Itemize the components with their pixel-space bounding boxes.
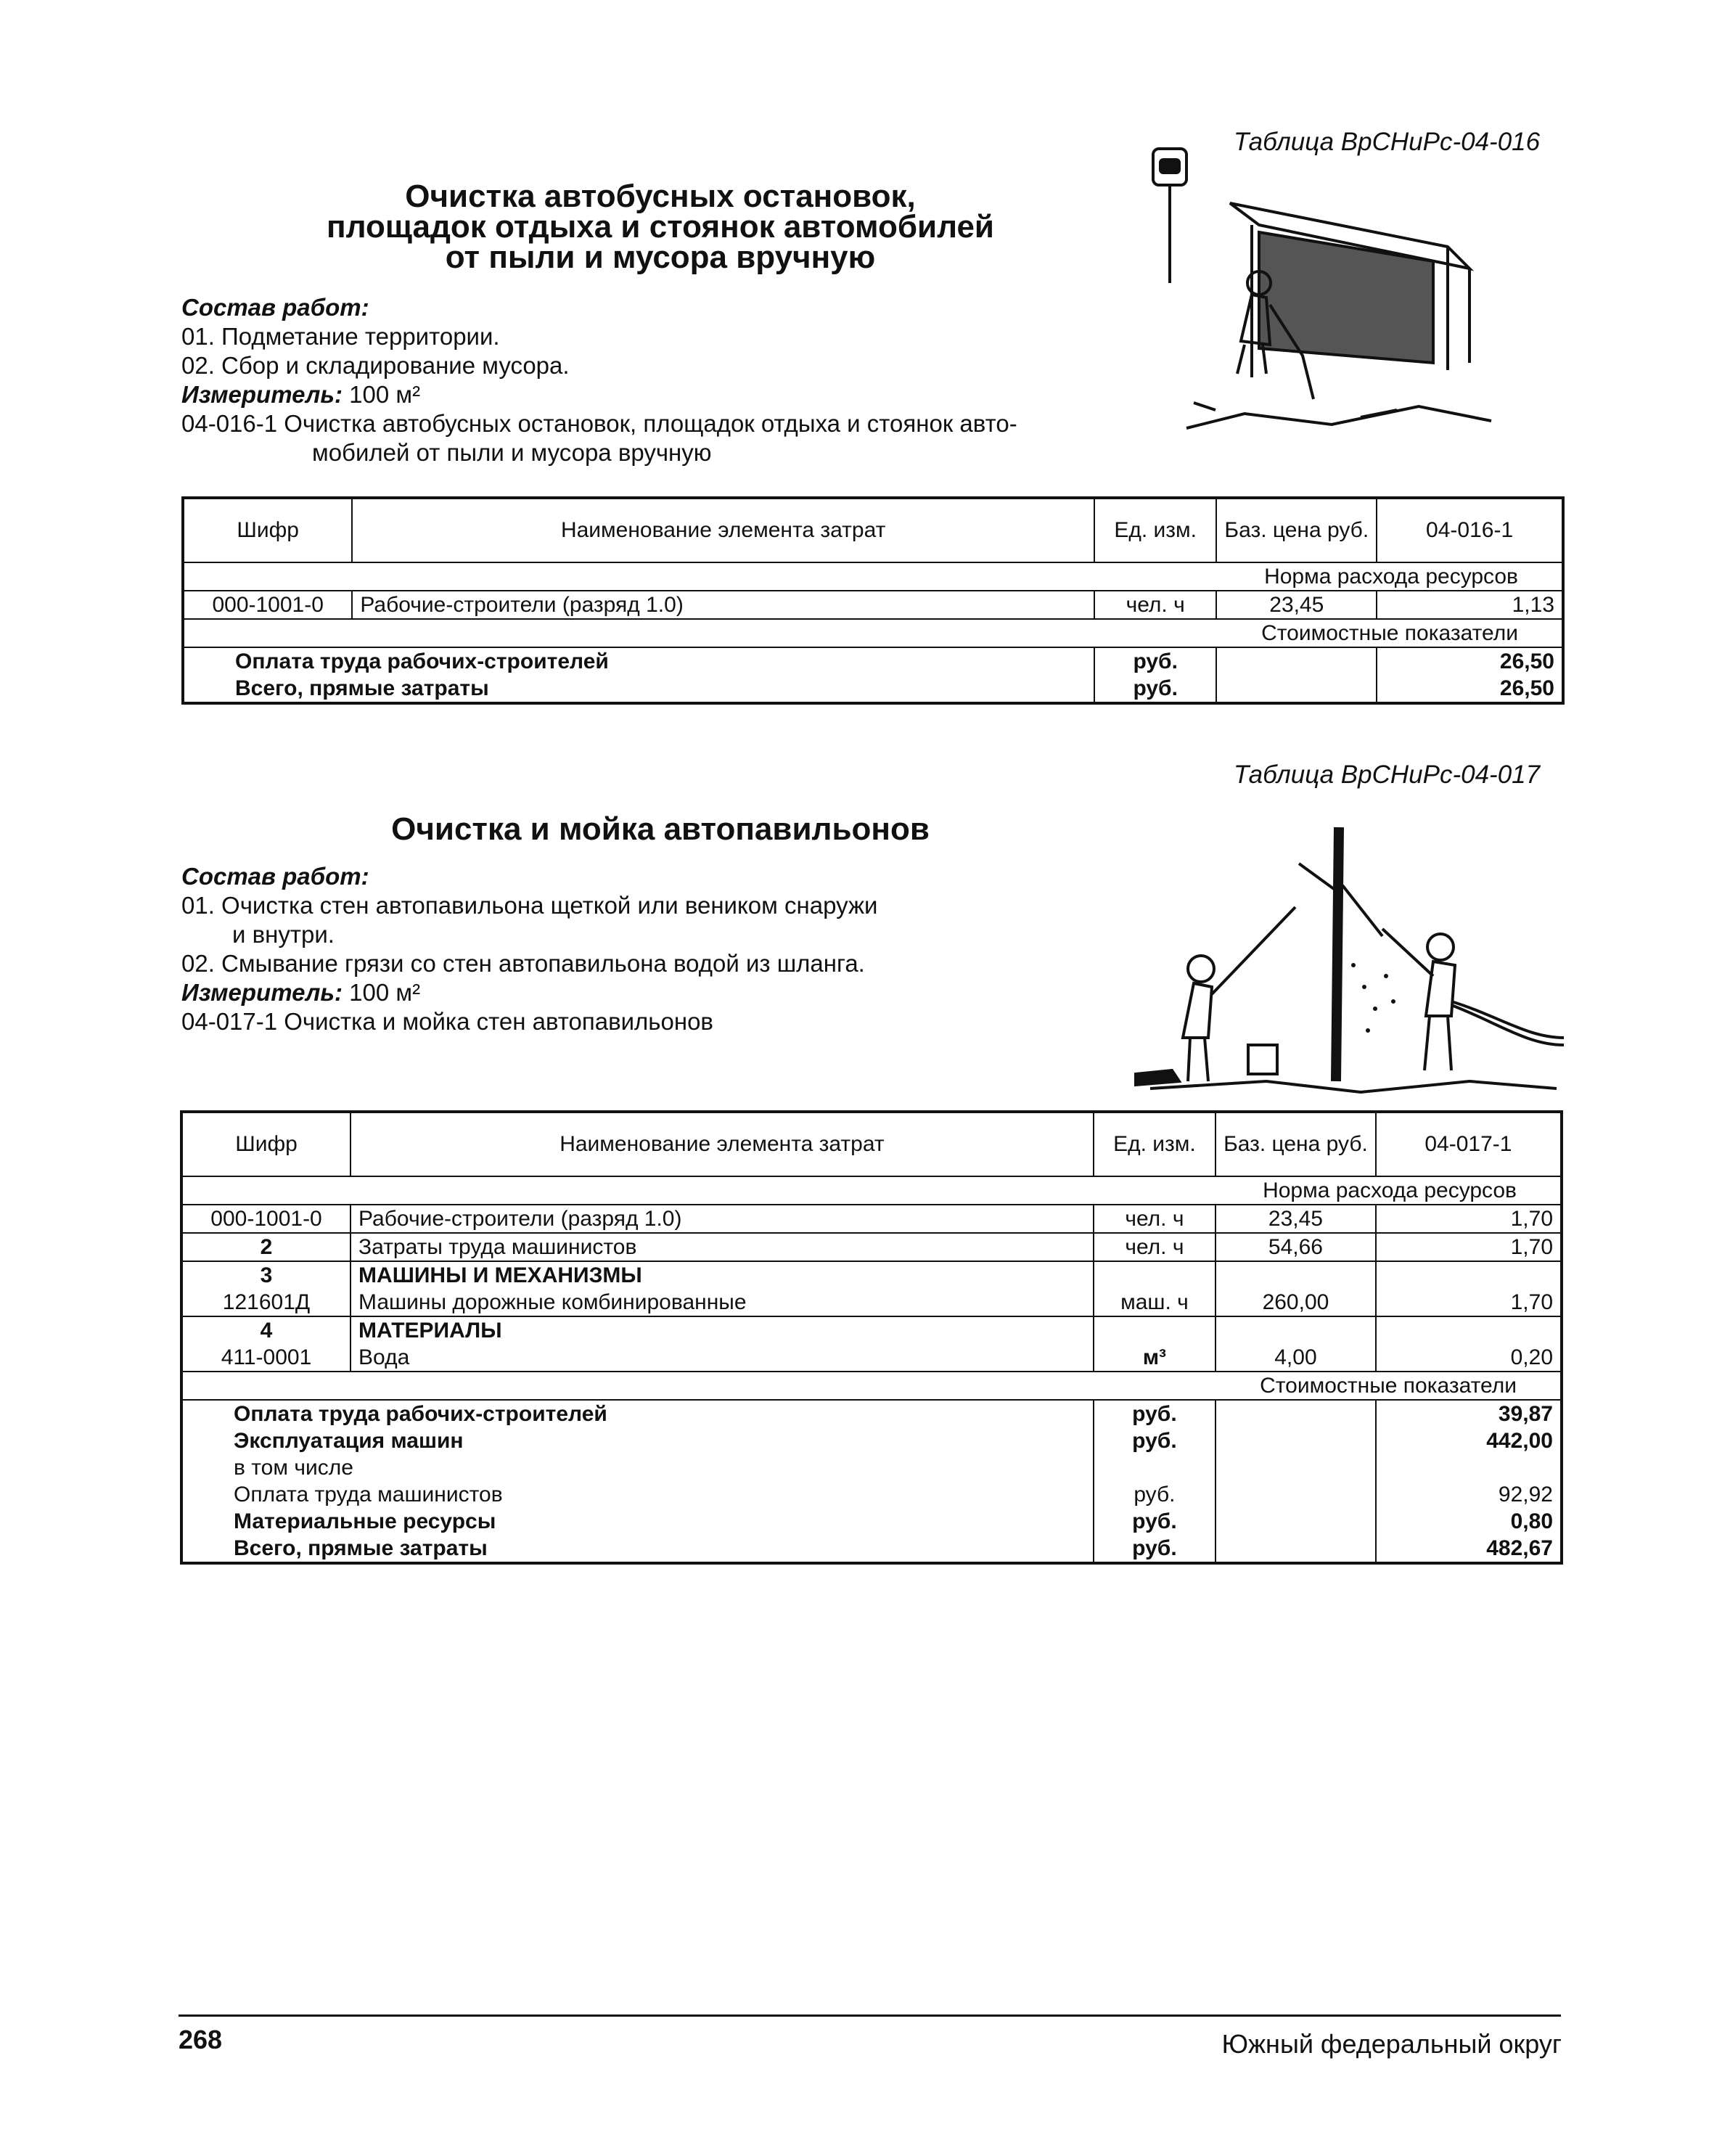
header-name: Наименование элемента затрат (352, 498, 1094, 562)
cost-label: Стоимостные показатели (183, 619, 1563, 647)
header-code: Шифр (183, 498, 352, 562)
norm-label: Норма расхода ресурсов (183, 562, 1563, 591)
table-017 (180, 1110, 1563, 1565)
total-row: Материальные ресурсы руб. 0,80 (181, 1508, 1562, 1535)
table-row: 000-1001-0 Рабочие-строители (разряд 1.0) чел. ч 23,45 1,13 (183, 591, 1563, 619)
header-unit: Ед. изм. (1094, 1112, 1215, 1176)
table-label-017: Таблица ВрСНиРс-04-017 (1234, 761, 1541, 789)
total-row: Оплата труда рабочих-строителей руб. 26,50 (183, 647, 1563, 675)
table-row: 3 МАШИНЫ И МЕХАНИЗМЫ (181, 1261, 1562, 1289)
total-row: Оплата труда машинистов руб. 92,92 (181, 1481, 1562, 1508)
cost-label: Стоимостные показатели (181, 1372, 1562, 1400)
total-row: в том числе (181, 1454, 1562, 1481)
total-row: Всего, прямые затраты руб. 26,50 (183, 675, 1563, 703)
header-name: Наименование элемента затрат (350, 1112, 1094, 1176)
header-col: 04-016-1 (1377, 498, 1563, 562)
section2-work-list: Состав работ: 01. Очистка стен автопавильона щеткой или веником снаружи и внутри. 02. Смывание грязи со стен автопавильона водой из шланга. Измеритель: 100 м² 04-017-1 Очистка и мойка стен автопавильонов (181, 863, 878, 1035)
bus-stop-illustration (1143, 138, 1513, 443)
total-row: Всего, прямые затраты руб. 482,67 (181, 1535, 1562, 1563)
table-label-016: Таблица ВрСНиРс-04-016 (1234, 128, 1541, 156)
washing-illustration (1121, 820, 1571, 1110)
total-row: Эксплуатация машин руб. 442,00 (181, 1427, 1562, 1454)
header-unit: Ед. изм. (1094, 498, 1216, 562)
table-row: 000-1001-0 Рабочие-строители (разряд 1.0) чел. ч 23,45 1,70 (181, 1205, 1562, 1233)
table-row: 121601Д Машины дорожные комбинированные маш. ч 260,00 1,70 (181, 1289, 1562, 1316)
header-price: Баз. цена руб. (1216, 498, 1377, 562)
header-price: Баз. цена руб. (1215, 1112, 1376, 1176)
footer-region: Южный федеральный округ (1221, 2029, 1562, 2059)
page-number: 268 (179, 2025, 223, 2054)
section1-work-list: Состав работ: 01. Подметание территории. 02. Сбор и складирование мусора. Измеритель: 100 м² 04-016-1 Очистка автобусных остановок, площадок отдыха и стоянок авто- мобилей от пыли и мусора вручную (181, 294, 1017, 466)
table-row: 411-0001 Вода м³ 4,00 0,20 (181, 1344, 1562, 1372)
table-row: 2 Затраты труда машинистов чел. ч 54,66 1,70 (181, 1233, 1562, 1261)
section2-title: Очистка и мойка автопавильонов (391, 811, 930, 847)
total-row: Оплата труда рабочих-строителей руб. 39,87 (181, 1400, 1562, 1427)
section1-title: Очистка автобусных остановок, площадок отдыха и стоянок автомобилей от пыли и мусора вручную (327, 179, 994, 275)
table-016 (181, 496, 1565, 705)
footer-divider (179, 2014, 1561, 2017)
header-code: Шифр (181, 1112, 350, 1176)
header-col: 04-017-1 (1376, 1112, 1562, 1176)
norm-label: Норма расхода ресурсов (181, 1176, 1562, 1205)
table-row: 4 МАТЕРИАЛЫ (181, 1316, 1562, 1344)
